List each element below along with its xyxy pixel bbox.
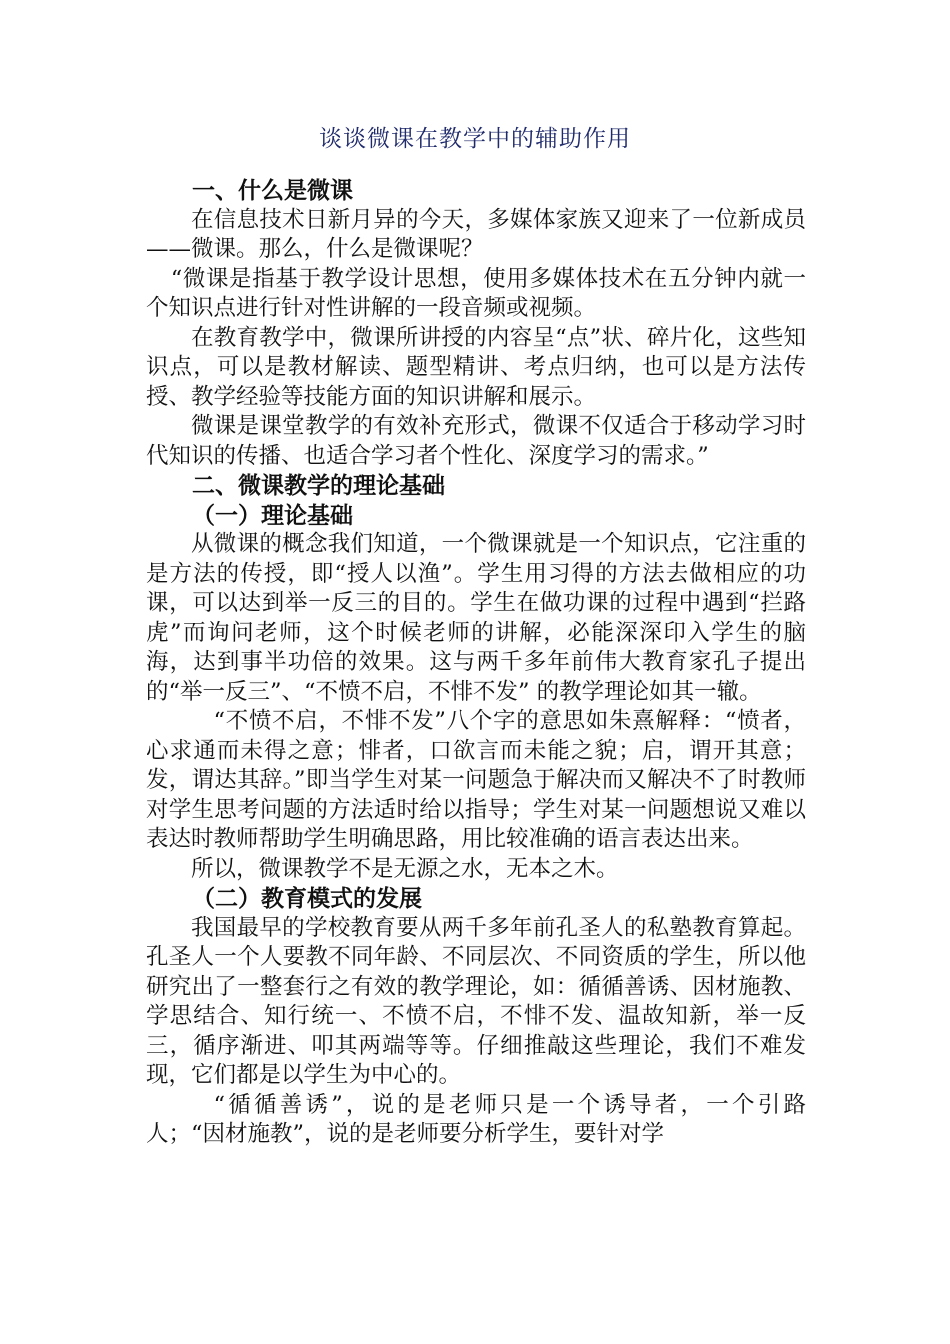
document-body bbox=[146, 176, 806, 1150]
section-heading-1: 一、什么是微课 bbox=[192, 177, 353, 204]
paragraph: “不愤不启，不悱不发”八个字的意思如朱熹解释：“愤者，心求通而未得之意；悱者，口欲言而未能之貌；启，谓开其意；发，谓达其辞。”即当学生对某一问题急于解决而又解决不了时教师对学生思考问题的方法适时给以指导；学生对某一问题想说又难以表达时教师帮助学生明确思路，用比较准确的语言表达出来。 bbox=[146, 708, 806, 852]
paragraph: 我国最早的学校教育要从两千多年前孔圣人的私塾教育算起。孔圣人一个人要教不同年龄、不同层次、不同资质的学生，所以他研究出了一整套行之有效的教学理论，如：循循善诱、因材施教、学思结合、知行统一、不愤不启，不悱不发、温故知新，举一反三，循序渐进、叩其两端等等。仔细推敲这些理论，我们不难发现，它们都是以学生为中心的。 bbox=[146, 914, 806, 1088]
document-title: 谈谈微课在教学中的辅助作用 bbox=[319, 126, 631, 152]
section-heading-2: 二、微课教学的理论基础 bbox=[192, 472, 445, 499]
paragraph: 在教育教学中，微课所讲授的内容呈“点”状、碎片化，这些知识点，可以是教材解读、题型精讲、考点归纳，也可以是方法传授、教学经验等技能方面的知识讲解和展示。 bbox=[146, 324, 806, 410]
paragraph: 在信息技术日新月异的今天，多媒体家族又迎来了一位新成员——微课。那么，什么是微课呢？ bbox=[146, 206, 806, 262]
subsection-heading-2: （二）教育模式的发展 bbox=[192, 885, 422, 912]
paragraph: 所以，微课教学不是无源之水，无本之木。 bbox=[191, 855, 619, 882]
paragraph: “循循善诱”，说的是老师只是一个诱导者，一个引路人；“因材施教”，说的是老师要分析学生，要针对学 bbox=[146, 1091, 806, 1147]
paragraph: “微课是指基于教学设计思想，使用多媒体技术在五分钟内就一个知识点进行针对性讲解的一段音频或视频。 bbox=[146, 265, 806, 321]
subsection-heading-1: （一）理论基础 bbox=[192, 501, 353, 529]
paragraph: 从微课的概念我们知道，一个微课就是一个知识点，它注重的是方法的传授，即“授人以渔”。学生用习得的方法去做相应的功课，可以达到举一反三的目的。学生在做功课的过程中遇到“拦路虎”而询问老师，这个时候老师的讲解，必能深深印入学生的脑海，达到事半功倍的效果。这与两千多年前伟大教育家孔子提出的“举一反三”、“不愤不启，不悱不发” 的教学理论如其一辙。 bbox=[146, 531, 806, 705]
paragraph: 微课是课堂教学的有效补充形式，微课不仅适合于移动学习时代知识的传播、也适合学习者个性化、深度学习的需求。” bbox=[146, 413, 806, 469]
